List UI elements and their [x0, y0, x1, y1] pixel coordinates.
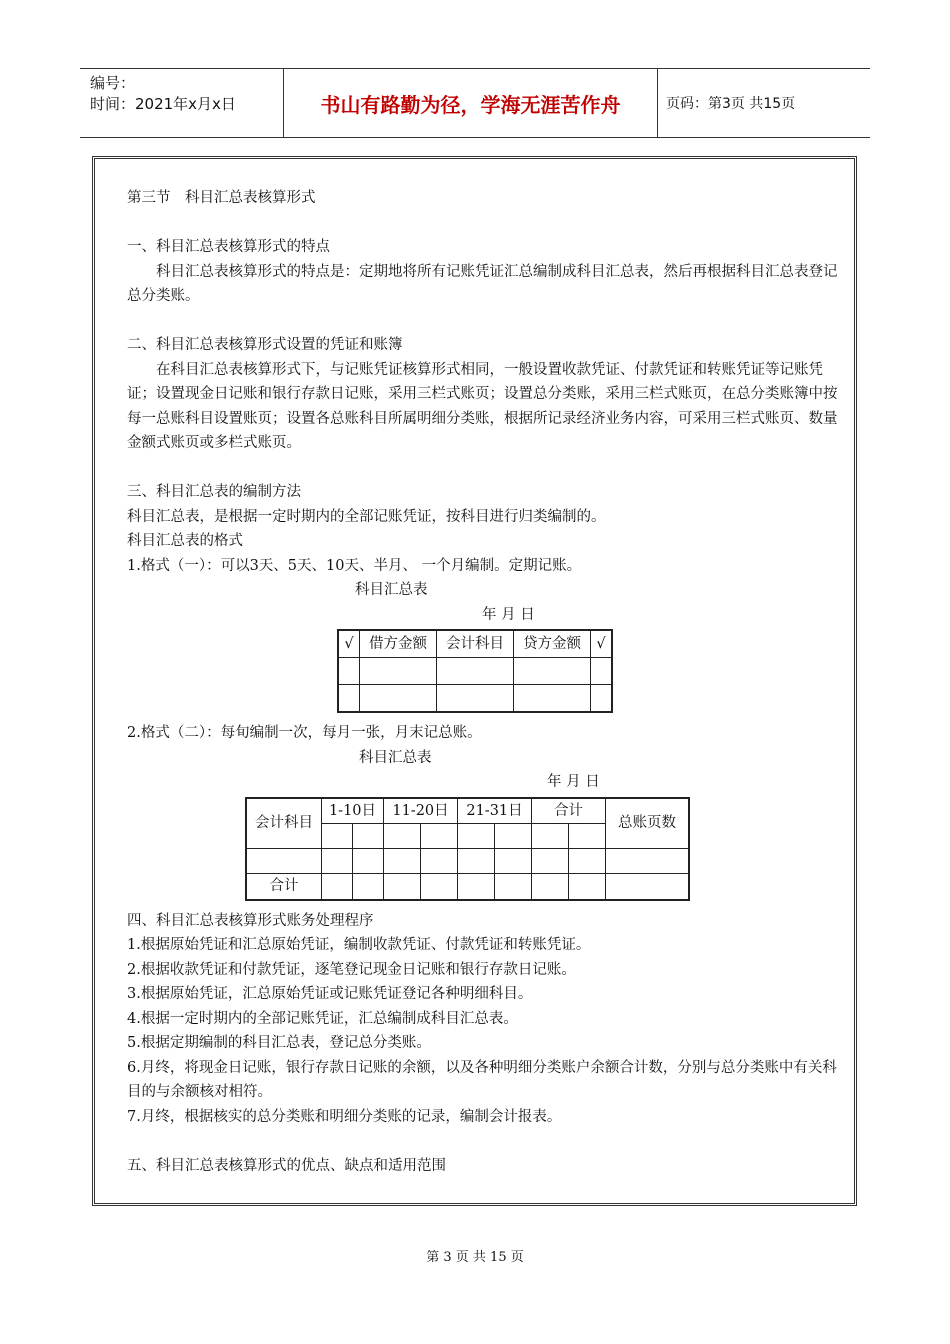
table2-header-period-3: 21-31日 [458, 798, 532, 824]
header-page-info: 页码：第3页 共15页 [666, 96, 796, 112]
table-cell [421, 849, 458, 874]
part4-step-1: 1.根据原始凭证和汇总原始凭证，编制收款凭证、付款凭证和转账凭证。 [127, 937, 591, 953]
document-body [127, 186, 851, 1178]
part2-heading: 二、科目汇总表核算形式设置的凭证和账簿 [127, 337, 403, 353]
table-cell [514, 658, 591, 685]
table-cell [569, 874, 606, 900]
page-footer: 第 3 页 共 15 页 [426, 1250, 524, 1265]
table-cell [322, 874, 353, 900]
table-cell [514, 685, 591, 713]
part5-heading: 五、科目汇总表核算形式的优点、缺点和适用范围 [127, 1157, 446, 1174]
table-cell [246, 849, 322, 874]
format-heading: 科目汇总表的格式 [127, 533, 243, 549]
table2-total-row-label: 合计 [246, 874, 322, 900]
table-cell [384, 849, 421, 874]
table-cell [591, 685, 613, 713]
table-cell [360, 685, 437, 713]
table-cell [532, 849, 569, 874]
summary-table-format2 [245, 797, 690, 901]
part4-step-4: 4.根据一定时期内的全部记账凭证，汇总编制成科目汇总表。 [127, 1010, 518, 1027]
table2-header-total: 合计 [532, 798, 606, 824]
table-cell [569, 824, 606, 849]
table-cell [458, 849, 495, 874]
part4-heading: 四、科目汇总表核算形式账务处理程序 [127, 912, 374, 929]
table-cell [338, 685, 360, 713]
part1-body: 科目汇总表核算形式的特点是：定期地将所有记账凭证汇总编制成科目汇总表，然后再根据科目汇总表登记总分类账。 [127, 263, 838, 304]
table1-date: 年 月 日 [482, 606, 535, 623]
table-cell [384, 874, 421, 900]
part3-body: 科目汇总表，是根据一定时期内的全部记账凭证，按科目进行归类编制的。 [127, 508, 606, 525]
table-cell [338, 658, 360, 685]
header-motto: 书山有路勤为径，学海无涯苦作舟 [284, 69, 658, 137]
part4-step-2: 2.根据收款凭证和付款凭证，逐笔登记现金日记账和银行存款日记账。 [127, 961, 576, 978]
table-cell [495, 824, 532, 849]
table-cell [437, 685, 514, 713]
summary-table-format1 [337, 629, 613, 713]
table1-wrapper [127, 629, 851, 721]
table-cell [532, 874, 569, 900]
table-cell [322, 849, 353, 874]
table-row [338, 658, 612, 685]
part4-step-6: 6.月终，将现金日记账，银行存款日记账的余额，以及各种明细分类账户余额合计数，分别与总分类账中有关科目的与余额核对相符。 [127, 1059, 837, 1100]
table2-header-period-1: 1-10日 [322, 798, 384, 824]
part4-step-3: 3.根据原始凭证，汇总原始凭证或记账凭证登记各种明细科目。 [127, 986, 533, 1002]
table-row [246, 798, 689, 824]
table2-date: 年 月 日 [547, 774, 600, 790]
format1-text: 1.格式（一）：可以3天、5天、10天、半月、 一个月编制。定期记账。 [127, 557, 582, 574]
table-cell [360, 658, 437, 685]
header-date: 时间：2021年x月x日 [90, 95, 236, 113]
table-cell [458, 824, 495, 849]
section-title: 第三节 科目汇总表核算形式 [127, 190, 316, 206]
table-cell [322, 824, 353, 849]
table1-header-debit: 借方金额 [360, 630, 437, 658]
table-cell [495, 849, 532, 874]
format2-text: 2.格式（二）：每旬编制一次，每月一张，月末记总账。 [127, 725, 482, 741]
table2-wrapper [127, 797, 851, 909]
table-cell [532, 824, 569, 849]
table2-header-period-2: 11-20日 [384, 798, 458, 824]
table-cell [421, 874, 458, 900]
table-cell [569, 849, 606, 874]
table-cell [458, 874, 495, 900]
table1-header-check-right: √ [591, 630, 613, 658]
part3-heading: 三、科目汇总表的编制方法 [127, 484, 301, 500]
table-cell [421, 824, 458, 849]
table-row [338, 630, 612, 658]
table1-title: 科目汇总表 [355, 582, 428, 598]
table-cell [591, 658, 613, 685]
table-row [246, 874, 689, 900]
part4-step-7: 7.月终，根据核实的总分类账和明细分类账的记录，编制会计报表。 [127, 1108, 562, 1125]
page-header [80, 68, 870, 138]
table-cell [606, 849, 690, 874]
table-cell [384, 824, 421, 849]
table1-header-subject: 会计科目 [437, 630, 514, 658]
part4-step-5: 5.根据定期编制的科目汇总表，登记总分类账。 [127, 1035, 431, 1051]
header-number-label: 编号： [90, 74, 136, 92]
table-row [338, 685, 612, 713]
table1-header-credit: 贷方金额 [514, 630, 591, 658]
table1-header-check-left: √ [338, 630, 360, 658]
table2-header-pages: 总账页数 [606, 798, 690, 849]
table-cell [353, 849, 384, 874]
part1-heading: 一、科目汇总表核算形式的特点 [127, 239, 330, 255]
part2-body: 在科目汇总表核算形式下，与记账凭证核算形式相同，一般设置收款凭证、付款凭证和转账凭证等记账凭证；设置现金日记账和银行存款日记账，采用三栏式账页；设置总分类账，采用三栏式账页，在总分类账簿中按每一总账科目设置账页；设置各总账科目所属明细分类账，根据所记录经济业务内容，可采用三栏式账页、数量金额式账页或多栏式账页。 [127, 361, 838, 451]
table-cell [353, 874, 384, 900]
table-cell [437, 658, 514, 685]
table-cell [606, 874, 690, 900]
table-cell [353, 824, 384, 849]
table-row [246, 849, 689, 874]
table2-header-subject: 会计科目 [246, 798, 322, 849]
header-meta [80, 69, 284, 137]
table2-title: 科目汇总表 [359, 749, 432, 766]
table-cell [495, 874, 532, 900]
